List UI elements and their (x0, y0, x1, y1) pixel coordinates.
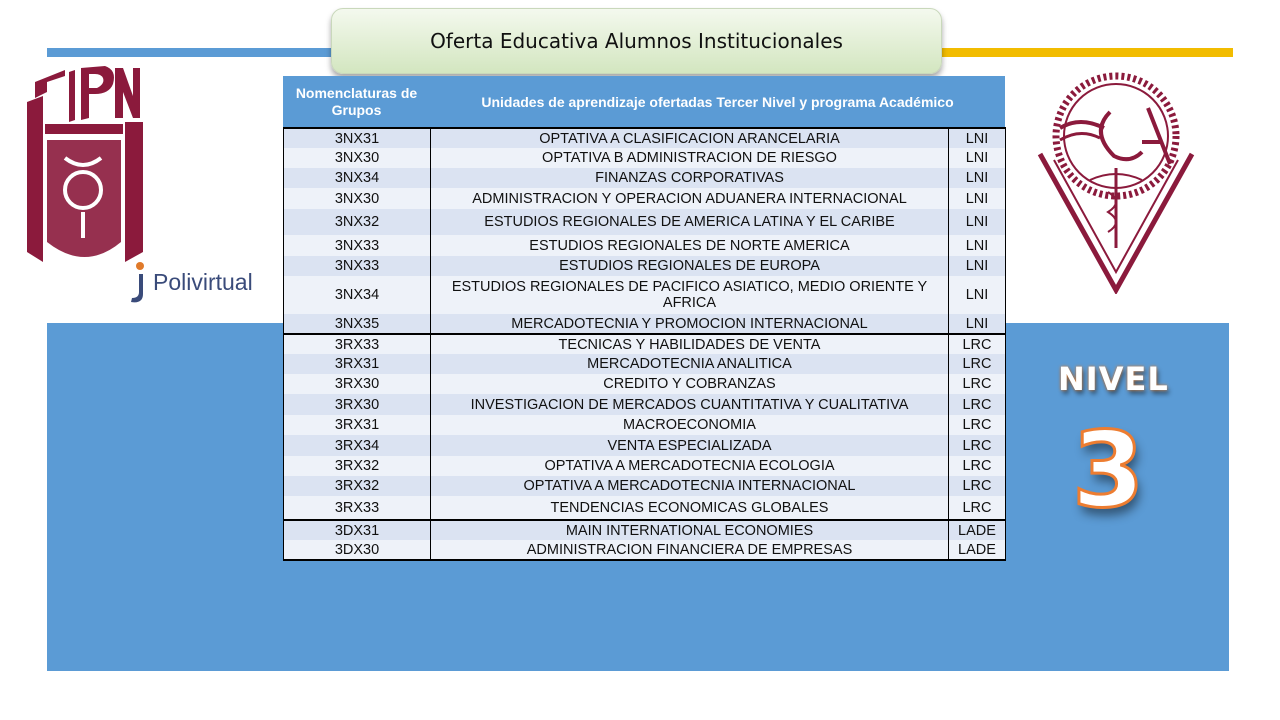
course-cell: OPTATIVA A MERCADOTECNIA ECOLOGIA (431, 456, 949, 476)
group-cell: 3DX30 (284, 540, 431, 560)
polivirtual-text: Polivirtual (153, 268, 253, 295)
table-row (284, 354, 1006, 374)
course-cell: OPTATIVA A CLASIFICACION ARANCELARIA (431, 128, 949, 148)
group-cell: 3RX32 (284, 456, 431, 476)
course-cell: TENDENCIAS ECONOMICAS GLOBALES (431, 496, 949, 520)
course-table-body (283, 127, 1006, 561)
group-cell: 3NX31 (284, 128, 431, 148)
group-column-header: Nomenclaturas de Grupos (295, 84, 418, 118)
program-cell: LNI (949, 276, 1006, 314)
table-row (284, 168, 1006, 188)
course-cell: CREDITO Y COBRANZAS (431, 374, 949, 394)
course-cell: OPTATIVA B ADMINISTRACION DE RIESGO (431, 148, 949, 168)
table-row (284, 314, 1006, 334)
course-cell: ESTUDIOS REGIONALES DE PACIFICO ASIATICO, MEDIO ORIENTE Y AFRICA (431, 276, 949, 314)
group-cell: 3RX30 (284, 394, 431, 415)
group-cell: 3RX32 (284, 476, 431, 496)
program-cell: LNI (949, 188, 1006, 209)
program-cell: LRC (949, 374, 1006, 394)
table-row (284, 235, 1006, 256)
polivirtual-brand (127, 259, 253, 305)
program-cell: LRC (949, 415, 1006, 435)
program-cell: LNI (949, 314, 1006, 334)
program-cell: LNI (949, 209, 1006, 235)
course-cell: INVESTIGACION DE MERCADOS CUANTITATIVA Y CUALITATIVA (431, 394, 949, 415)
course-cell: MAIN INTERNATIONAL ECONOMIES (431, 520, 949, 540)
polivirtual-icon (127, 260, 147, 304)
yellow-top-bar (940, 48, 1233, 57)
esca-logo (1030, 72, 1202, 294)
program-cell: LNI (949, 148, 1006, 168)
table-row (284, 374, 1006, 394)
group-cell: 3DX31 (284, 520, 431, 540)
program-cell: LNI (949, 128, 1006, 148)
course-cell: MERCADOTECNIA ANALITICA (431, 354, 949, 374)
program-cell: LRC (949, 435, 1006, 456)
program-cell: LNI (949, 235, 1006, 256)
group-cell: 3RX33 (284, 496, 431, 520)
table-row (284, 415, 1006, 435)
table-row (284, 128, 1006, 148)
table-row (284, 276, 1006, 314)
ipn-logo (25, 62, 145, 272)
program-cell: LNI (949, 168, 1006, 188)
table-row (284, 148, 1006, 168)
course-cell: VENTA ESPECIALIZADA (431, 435, 949, 456)
program-cell: LRC (949, 334, 1006, 354)
table-row (284, 540, 1006, 560)
course-table (283, 76, 1005, 561)
program-cell: LRC (949, 456, 1006, 476)
course-cell: ADMINISTRACION FINANCIERA DE EMPRESAS (431, 540, 949, 560)
program-cell: LNI (949, 256, 1006, 276)
group-cell: 3RX34 (284, 435, 431, 456)
program-cell: LADE (949, 540, 1006, 560)
group-cell: 3RX30 (284, 374, 431, 394)
program-cell: LADE (949, 520, 1006, 540)
course-cell: ESTUDIOS REGIONALES DE EUROPA (431, 256, 949, 276)
table-row (284, 476, 1006, 496)
page-title: Oferta Educativa Alumnos Institucionales (430, 29, 843, 53)
group-cell: 3NX34 (284, 276, 431, 314)
blue-top-bar (47, 48, 337, 57)
course-cell: ESTUDIOS REGIONALES DE AMERICA LATINA Y EL CARIBE (431, 209, 949, 235)
table-row (284, 256, 1006, 276)
course-cell: ESTUDIOS REGIONALES DE NORTE AMERICA (431, 235, 949, 256)
group-cell: 3NX30 (284, 148, 431, 168)
table-row (284, 435, 1006, 456)
course-cell: OPTATIVA A MERCADOTECNIA INTERNACIONAL (431, 476, 949, 496)
table-row (284, 496, 1006, 520)
table-row (284, 394, 1006, 415)
table-row (284, 520, 1006, 540)
level-word: NIVEL (1058, 360, 1169, 398)
level-number: 3 (1072, 409, 1145, 531)
course-cell: TECNICAS Y HABILIDADES DE VENTA (431, 334, 949, 354)
group-cell: 3NX34 (284, 168, 431, 188)
course-cell: MACROECONOMIA (431, 415, 949, 435)
group-cell: 3NX32 (284, 209, 431, 235)
group-cell: 3NX30 (284, 188, 431, 209)
table-row (284, 456, 1006, 476)
group-cell: 3RX33 (284, 334, 431, 354)
program-cell: LRC (949, 354, 1006, 374)
group-cell: 3NX33 (284, 235, 431, 256)
program-cell: LRC (949, 394, 1006, 415)
course-cell: ADMINISTRACION Y OPERACION ADUANERA INTERNACIONAL (431, 188, 949, 209)
table-row (284, 334, 1006, 354)
table-row (284, 209, 1006, 235)
group-cell: 3NX35 (284, 314, 431, 334)
table-header (283, 76, 1005, 127)
program-cell: LRC (949, 496, 1006, 520)
group-cell: 3RX31 (284, 354, 431, 374)
program-cell: LRC (949, 476, 1006, 496)
course-column-header: Unidades de aprendizaje ofertadas Tercer Nivel y programa Académico (481, 93, 954, 110)
course-cell: MERCADOTECNIA Y PROMOCION INTERNACIONAL (431, 314, 949, 334)
course-cell: FINANZAS CORPORATIVAS (431, 168, 949, 188)
group-cell: 3NX33 (284, 256, 431, 276)
title-banner (331, 8, 942, 74)
table-row (284, 188, 1006, 209)
group-cell: 3RX31 (284, 415, 431, 435)
